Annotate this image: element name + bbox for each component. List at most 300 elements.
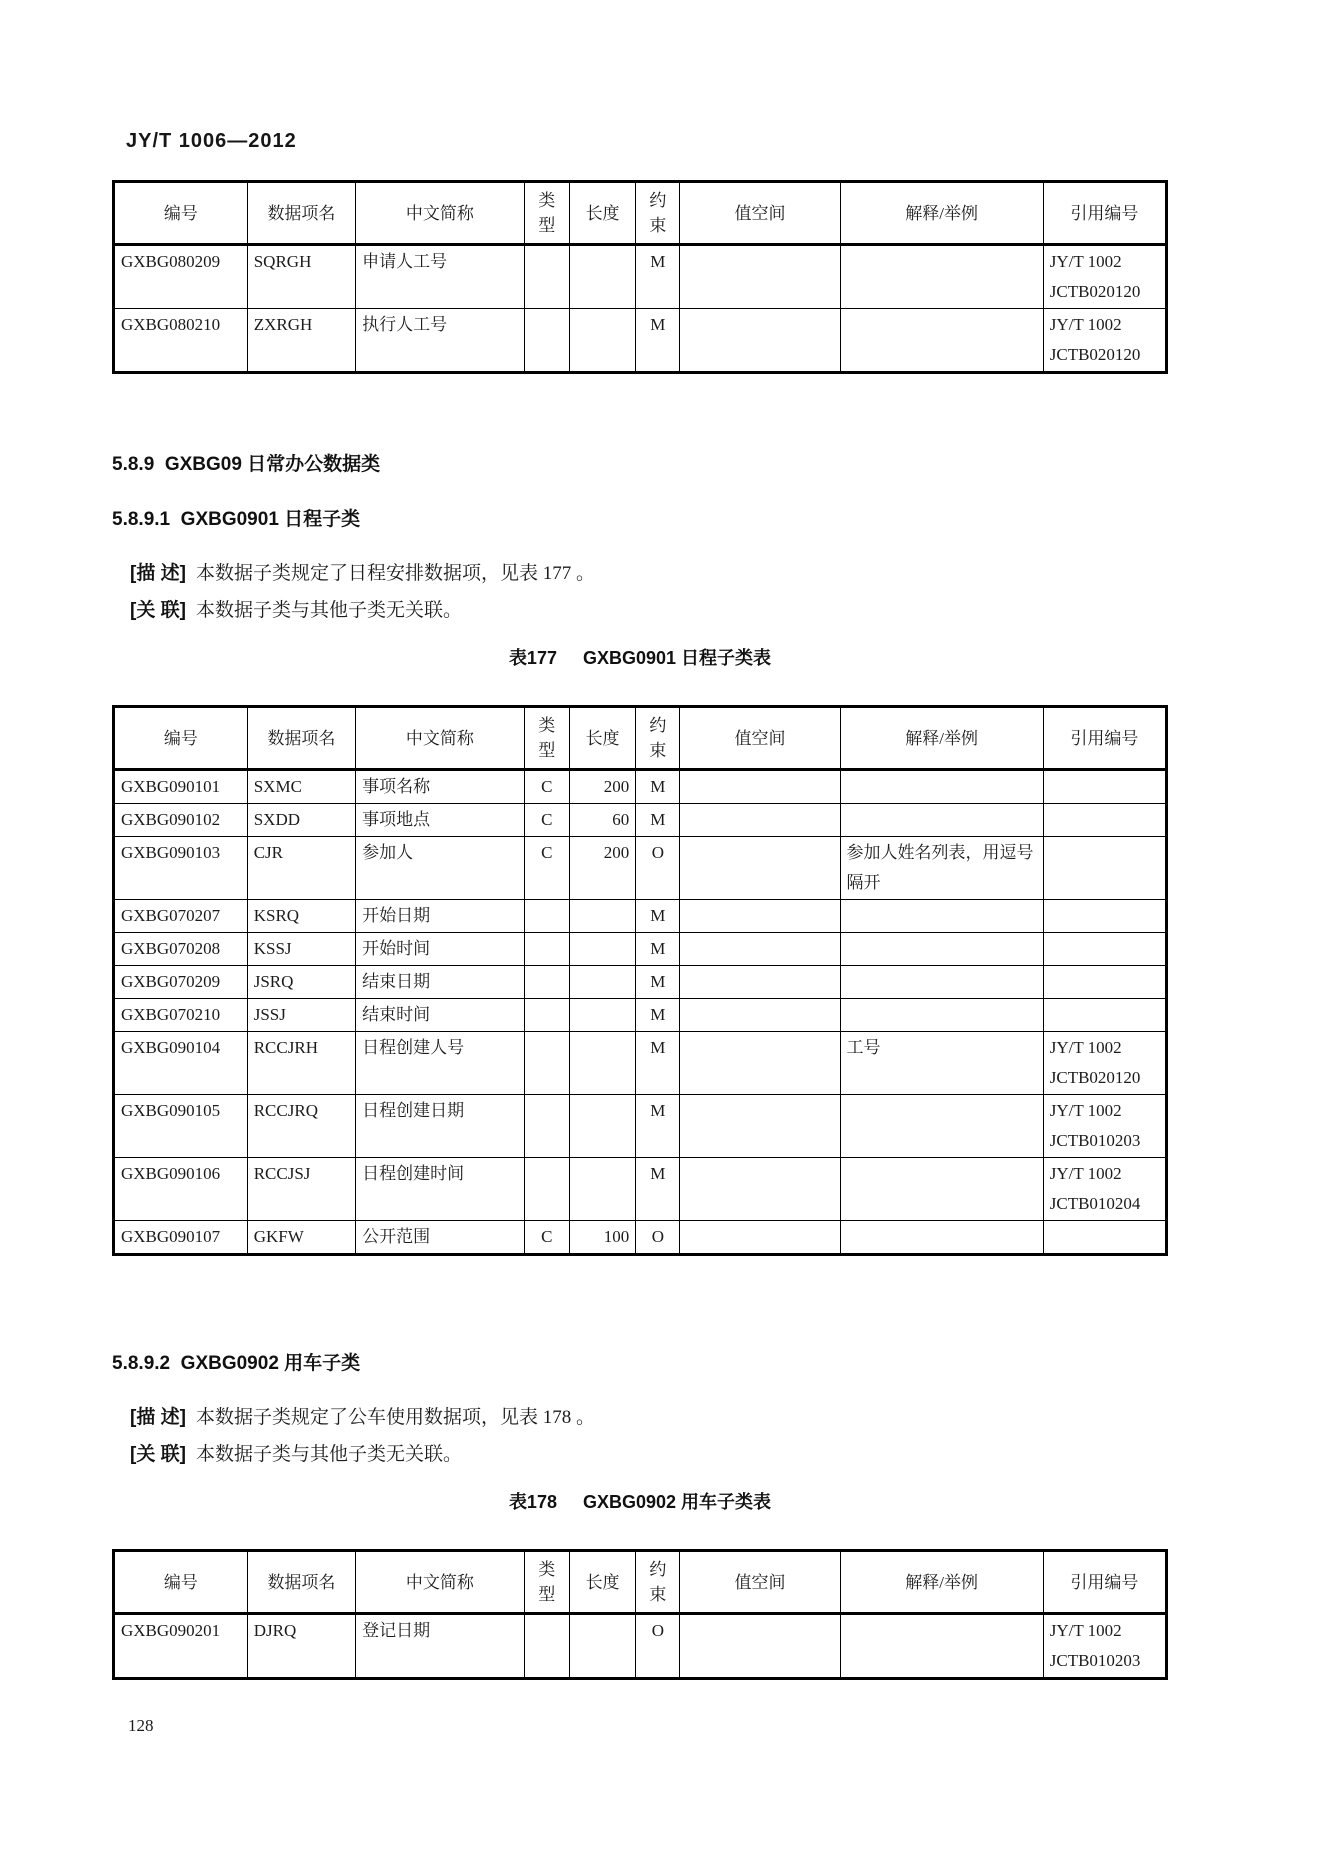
cell-line: [531, 934, 563, 964]
column-header: [247, 182, 355, 245]
table-cell: [636, 245, 680, 309]
table-cell: [569, 309, 635, 373]
table-cell: [840, 309, 1043, 373]
cell-line: [531, 1616, 563, 1646]
cell-line: M: [650, 939, 666, 958]
table-cell: [1043, 804, 1166, 837]
column-header: [356, 1551, 524, 1614]
column-header-line: 长度: [585, 203, 620, 223]
cell-line: RCCJRH: [253, 1038, 318, 1057]
cell-line: [576, 1000, 629, 1030]
description-label: [描 述]: [130, 563, 186, 584]
column-header: [356, 182, 524, 245]
table-cell: [840, 933, 1043, 966]
cell-line: JCTB020120: [1049, 345, 1141, 364]
cell-line: M: [650, 972, 666, 991]
table-row: [114, 933, 1167, 966]
table-cell: [840, 1221, 1043, 1255]
cell-line: GXBG090105: [121, 1101, 221, 1120]
column-header: [356, 707, 524, 770]
table-cell: [247, 770, 355, 804]
cell-line: JCTB020120: [1049, 282, 1141, 301]
column-header: [569, 182, 635, 245]
table-cell: [680, 966, 840, 999]
cell-line: [686, 1033, 833, 1063]
table-cell: [524, 1095, 569, 1158]
cell-line: GXBG090201: [121, 1621, 221, 1640]
cell-line: O: [651, 843, 664, 862]
table-cell: [569, 770, 635, 804]
cell-line: JY/T 1002: [1049, 1101, 1122, 1120]
column-header: [840, 1551, 1043, 1614]
table-cell: [247, 1221, 355, 1255]
column-header-line: 编号: [163, 728, 198, 748]
cell-line: GXBG070207: [121, 906, 221, 925]
table-cell: [1043, 1221, 1166, 1255]
relation-label: [关 联]: [130, 1444, 186, 1465]
cell-line: [1050, 901, 1159, 931]
description-paragraph: [130, 555, 1168, 592]
table-cell: [247, 1614, 355, 1679]
table-cell: [636, 966, 680, 999]
table-cell: [114, 309, 248, 373]
column-header: [114, 1551, 248, 1614]
table-cell: [114, 245, 248, 309]
section-heading-5-8-9-2: 5.8.9.2 GXBG0902 用车子类: [112, 1353, 361, 1374]
table-cell: [680, 1158, 840, 1221]
column-header-line: 约: [649, 1560, 667, 1579]
table-cell: [1043, 1095, 1166, 1158]
table-cell: [636, 900, 680, 933]
table-cell: [247, 933, 355, 966]
cell-line: [847, 247, 1037, 277]
table-cell: [680, 1614, 840, 1679]
cell-line: 执行人工号: [362, 315, 448, 334]
column-header: [680, 182, 840, 245]
column-header-line: 型: [538, 741, 556, 760]
cell-line: JY/T 1002: [1049, 252, 1122, 271]
table-row: [114, 770, 1167, 804]
relation-paragraph: [130, 592, 1168, 629]
column-header: [569, 707, 635, 770]
cell-line: JSSJ: [253, 1005, 286, 1024]
table-row: [114, 245, 1167, 309]
cell-line: M: [650, 252, 666, 271]
table-cell: [680, 900, 840, 933]
table-cell: [680, 999, 840, 1032]
cell-line: [686, 805, 833, 835]
cell-line: [1050, 967, 1159, 997]
cell-line: C: [541, 810, 553, 829]
table-cell: [247, 837, 355, 900]
table-cell: [1043, 309, 1166, 373]
table-cell: [356, 933, 524, 966]
cell-line: 日程创建日期: [362, 1101, 465, 1120]
table-cell: [636, 1614, 680, 1679]
cell-line: [531, 1000, 563, 1030]
column-header: [636, 1551, 680, 1614]
table-row: [114, 1221, 1167, 1255]
relation-text: 本数据子类与其他子类无关联。: [195, 600, 462, 621]
cell-line: KSRQ: [253, 906, 300, 925]
column-header-line: 引用编号: [1070, 728, 1139, 748]
table-cell: [1043, 837, 1166, 900]
table-cell: [356, 245, 524, 309]
column-header-line: 类: [538, 1560, 556, 1579]
cell-line: JCTB020120: [1049, 1068, 1141, 1087]
cell-line: GXBG080210: [121, 315, 221, 334]
table-cell: [680, 770, 840, 804]
table-cell: [524, 1221, 569, 1255]
cell-line: [847, 1000, 1037, 1030]
column-header: [680, 707, 840, 770]
table-cell: [1043, 999, 1166, 1032]
cell-line: M: [650, 1164, 666, 1183]
table-row: [114, 837, 1167, 900]
table-cell: [356, 770, 524, 804]
table-cell: [114, 1095, 248, 1158]
cell-line: [531, 247, 563, 277]
table-cell: [356, 999, 524, 1032]
cell-line: C: [541, 1227, 553, 1246]
table-cell: [524, 966, 569, 999]
table-cell: [680, 1221, 840, 1255]
cell-line: [847, 772, 1037, 802]
cell-line: 参加人姓名列表，用逗号隔开: [846, 843, 1034, 892]
column-header: [680, 1551, 840, 1614]
column-header-line: 束: [649, 1585, 667, 1604]
cell-line: C: [541, 777, 553, 796]
cell-line: [686, 1159, 833, 1189]
table-cell: [680, 309, 840, 373]
column-header-line: 数据项名: [267, 203, 336, 223]
column-header: [114, 707, 248, 770]
cell-line: [686, 838, 833, 868]
column-header: [636, 182, 680, 245]
column-header-line: 值空间: [734, 203, 786, 223]
cell-line: CJR: [253, 843, 284, 862]
table-cell: [569, 1614, 635, 1679]
cell-line: [847, 967, 1037, 997]
table-row: [114, 999, 1167, 1032]
table-cell: [524, 999, 569, 1032]
cell-line: JCTB010203: [1049, 1651, 1141, 1670]
table-cell: [114, 933, 248, 966]
cell-line: ZXRGH: [253, 315, 313, 334]
table-cell: [569, 966, 635, 999]
table-cell: [356, 1158, 524, 1221]
table-cell: [569, 999, 635, 1032]
table-cell: [524, 1032, 569, 1095]
cell-line: M: [650, 1101, 666, 1120]
cell-line: M: [650, 315, 666, 334]
table-cell: [247, 1095, 355, 1158]
table-cell: [680, 804, 840, 837]
table-cell: [569, 1032, 635, 1095]
table-cell: [356, 1614, 524, 1679]
table-cell: [636, 804, 680, 837]
cell-line: [1050, 805, 1159, 835]
cell-line: GXBG090107: [121, 1227, 221, 1246]
table-cell: [247, 966, 355, 999]
cell-line: [686, 1000, 833, 1030]
table-cell: [636, 1095, 680, 1158]
table-cell: [356, 1095, 524, 1158]
relation-label: [关 联]: [130, 600, 186, 621]
column-header-line: 编号: [163, 1572, 198, 1592]
header-row: [114, 1551, 1167, 1614]
table-cell: [524, 837, 569, 900]
cell-line: GXBG070208: [121, 939, 221, 958]
cell-line: [686, 247, 833, 277]
column-header-line: 类: [538, 191, 556, 210]
table-cell: [840, 1032, 1043, 1095]
table-cell: [569, 933, 635, 966]
column-header-line: 中文简称: [405, 1572, 474, 1592]
column-header-line: 引用编号: [1070, 203, 1139, 223]
cell-line: JSRQ: [253, 972, 294, 991]
cell-line: KSSJ: [253, 939, 292, 958]
section-heading-5-8-9-1: 5.8.9.1 GXBG0901 日程子类: [112, 509, 361, 530]
column-header: [524, 182, 569, 245]
column-header: [1043, 1551, 1166, 1614]
cell-line: RCCJSJ: [253, 1164, 311, 1183]
cell-line: [686, 901, 833, 931]
cell-line: RCCJRQ: [253, 1101, 318, 1120]
cell-line: SXMC: [253, 777, 302, 796]
table-177-caption-number: 表177: [508, 648, 557, 668]
column-header-line: 束: [649, 216, 667, 235]
cell-line: [531, 967, 563, 997]
cell-line: 公开范围: [362, 1227, 431, 1246]
cell-line: [531, 1033, 563, 1063]
cell-line: GKFW: [253, 1227, 304, 1246]
table-row: [114, 900, 1167, 933]
column-header: [247, 707, 355, 770]
column-header-line: 中文简称: [405, 728, 474, 748]
table-178-caption-number: 表178: [508, 1492, 557, 1512]
table-row: [114, 966, 1167, 999]
table-cell: [636, 1221, 680, 1255]
table-cell: [114, 966, 248, 999]
cell-line: [686, 934, 833, 964]
header-row: [114, 182, 1167, 245]
column-header: [1043, 707, 1166, 770]
cell-line: O: [651, 1227, 664, 1246]
cell-line: M: [650, 777, 666, 796]
cell-line: [576, 310, 629, 340]
table-cell: [840, 900, 1043, 933]
column-header: [569, 1551, 635, 1614]
table-cell: [524, 245, 569, 309]
cell-line: [847, 805, 1037, 835]
table-cell: [356, 804, 524, 837]
cell-line: [847, 1159, 1037, 1189]
cell-line: [576, 1033, 629, 1063]
cell-line: [1050, 1000, 1159, 1030]
table-cell: [569, 1221, 635, 1255]
cell-line: SQRGH: [253, 252, 312, 271]
cell-line: O: [651, 1621, 664, 1640]
column-header-line: 型: [538, 216, 556, 235]
table-cell: [247, 900, 355, 933]
table-cell: [680, 933, 840, 966]
table-cell: [840, 770, 1043, 804]
column-header-line: 约: [649, 191, 667, 210]
description-paragraph: [130, 1399, 1168, 1436]
section-heading-5-8-9: 5.8.9 GXBG09 日常办公数据类: [112, 454, 381, 475]
cell-line: 申请人工号: [362, 252, 448, 271]
cell-line: 200: [603, 843, 630, 862]
table-cell: [840, 1158, 1043, 1221]
table-cell: [524, 1158, 569, 1221]
cell-line: M: [650, 1038, 666, 1057]
table-cell: [636, 1032, 680, 1095]
cell-line: [847, 310, 1037, 340]
table-cell: [569, 1095, 635, 1158]
column-header-line: 引用编号: [1070, 1572, 1139, 1592]
table-cell: [840, 1095, 1043, 1158]
description-label: [描 述]: [130, 1407, 186, 1428]
table-178-caption-title: GXBG0902 用车子类表: [582, 1492, 772, 1512]
table-cell: [1043, 1158, 1166, 1221]
column-header: [840, 707, 1043, 770]
cell-line: GXBG090106: [121, 1164, 221, 1183]
cell-line: 日程创建时间: [362, 1164, 465, 1183]
table-cell: [1043, 770, 1166, 804]
page-number: 128: [128, 1716, 154, 1735]
table-cell: [636, 933, 680, 966]
table-cell: [524, 770, 569, 804]
table-cell: [247, 1158, 355, 1221]
column-header: [524, 707, 569, 770]
table-cell: [840, 966, 1043, 999]
table-177-caption-title: GXBG0901 日程子类表: [582, 648, 772, 668]
table-cell: [356, 966, 524, 999]
table-cell: [114, 1221, 248, 1255]
table-cell: [1043, 245, 1166, 309]
table-row: [114, 1158, 1167, 1221]
cell-line: 开始时间: [362, 939, 431, 958]
cell-line: GXBG090103: [121, 843, 221, 862]
table-cell: [569, 804, 635, 837]
table-cell: [114, 1158, 248, 1221]
table-cell: [524, 933, 569, 966]
cell-line: 结束时间: [362, 1005, 431, 1024]
cell-line: [686, 1222, 833, 1252]
relation-paragraph: [130, 1436, 1168, 1473]
table-cell: [636, 999, 680, 1032]
cell-line: M: [650, 906, 666, 925]
table-row: [114, 1614, 1167, 1679]
cell-line: [576, 1159, 629, 1189]
column-header: [247, 1551, 355, 1614]
cell-line: [576, 1616, 629, 1646]
vehicle-subclass-table: [112, 1549, 1168, 1680]
table-cell: [247, 999, 355, 1032]
cell-line: [686, 772, 833, 802]
column-header-line: 型: [538, 1585, 556, 1604]
table-cell: [680, 1032, 840, 1095]
table-cell: [680, 837, 840, 900]
column-header-line: 中文简称: [405, 203, 474, 223]
table-cell: [636, 1158, 680, 1221]
column-header: [636, 707, 680, 770]
cell-line: [686, 310, 833, 340]
cell-line: SXDD: [253, 810, 301, 829]
cell-line: [847, 901, 1037, 931]
cell-line: JY/T 1002: [1049, 1164, 1122, 1183]
cell-line: JY/T 1002: [1049, 1621, 1122, 1640]
cell-line: GXBG080209: [121, 252, 221, 271]
column-header-line: 类: [538, 716, 556, 735]
table-178-caption: [112, 1489, 1168, 1515]
table-cell: [840, 804, 1043, 837]
table-row: [114, 1032, 1167, 1095]
cell-line: 登记日期: [362, 1621, 431, 1640]
column-header: [524, 1551, 569, 1614]
cell-line: 参加人: [362, 843, 414, 862]
cell-line: [531, 1096, 563, 1126]
cell-line: M: [650, 1005, 666, 1024]
table-cell: [636, 837, 680, 900]
cell-line: GXBG090101: [121, 777, 221, 796]
cell-line: [1050, 772, 1159, 802]
table-cell: [114, 900, 248, 933]
table-cell: [569, 1158, 635, 1221]
description-text: 本数据子类规定了日程安排数据项，见表 177 。: [195, 563, 595, 584]
cell-line: [576, 901, 629, 931]
cell-line: GXBG070209: [121, 972, 221, 991]
column-header: [840, 182, 1043, 245]
cell-line: [576, 1096, 629, 1126]
table-cell: [356, 1221, 524, 1255]
cell-line: [531, 901, 563, 931]
cell-line: 事项地点: [362, 810, 431, 829]
table-row: [114, 1095, 1167, 1158]
table-cell: [1043, 1032, 1166, 1095]
cell-line: [576, 967, 629, 997]
table-cell: [569, 837, 635, 900]
table-cell: [636, 770, 680, 804]
table-cell: [356, 900, 524, 933]
cell-line: [686, 1096, 833, 1126]
paragraph-group-2: [112, 1399, 1168, 1473]
table-cell: [569, 245, 635, 309]
continuation-table: [112, 180, 1168, 374]
table-cell: [1043, 966, 1166, 999]
cell-line: [576, 247, 629, 277]
column-header-line: 解释/举例: [905, 1572, 978, 1592]
cell-line: 事项名称: [362, 777, 431, 796]
cell-line: 200: [603, 777, 630, 796]
column-header-line: 长度: [585, 728, 620, 748]
table-cell: [840, 837, 1043, 900]
table-cell: [114, 1032, 248, 1095]
table-cell: [114, 804, 248, 837]
cell-line: JY/T 1002: [1049, 1038, 1122, 1057]
table-cell: [1043, 1614, 1166, 1679]
cell-line: GXBG090104: [121, 1038, 221, 1057]
cell-line: [1050, 838, 1159, 868]
header-row: [114, 707, 1167, 770]
description-text: 本数据子类规定了公车使用数据项，见表 178 。: [195, 1407, 595, 1428]
table-row: [114, 309, 1167, 373]
table-cell: [569, 900, 635, 933]
column-header-line: 值空间: [734, 1572, 786, 1592]
cell-line: [531, 310, 563, 340]
cell-line: [576, 934, 629, 964]
